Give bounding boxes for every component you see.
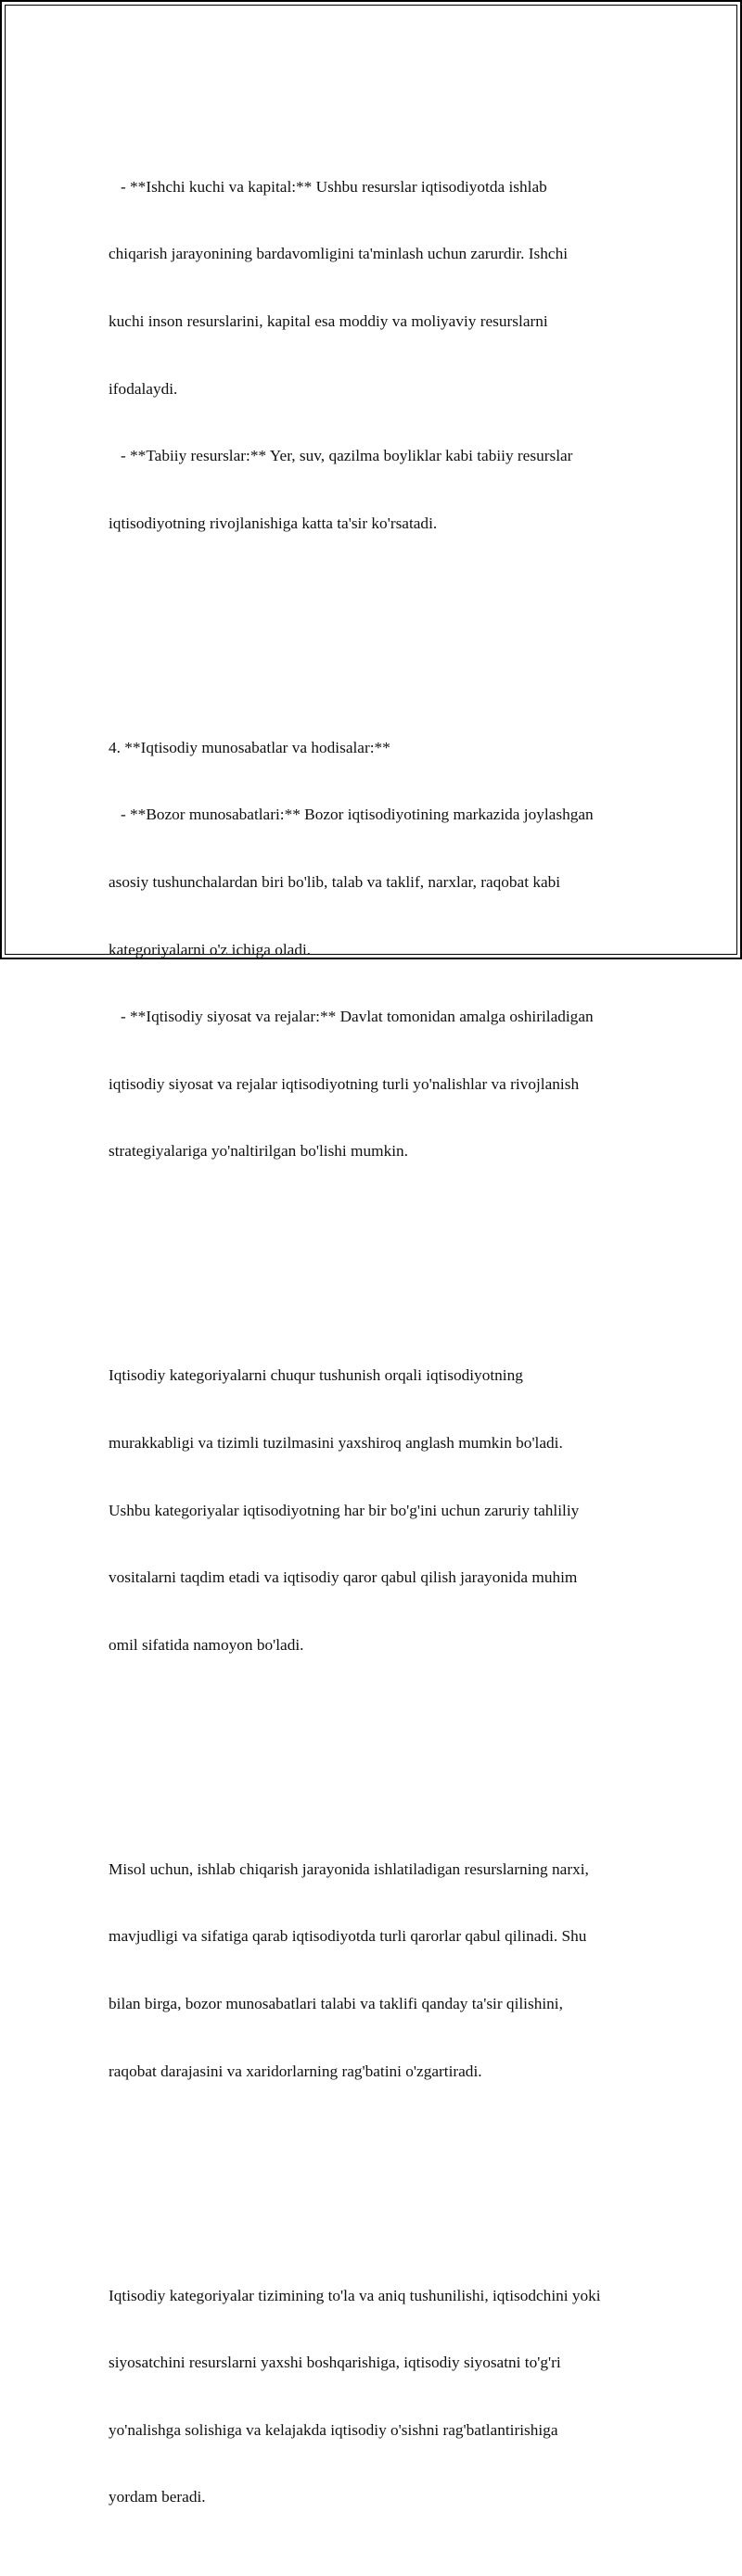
text-line: Misol uchun, ishlab chiqarish jarayonida ishlatiladigan resurslarning narxi, <box>109 1859 589 1878</box>
paragraph-gap <box>109 2173 646 2195</box>
text-line: chiqarish jarayonining bardavomligini ta'minlash uchun zarurdir. Ishchi <box>109 245 569 263</box>
document-body <box>109 86 646 2576</box>
text-line: - **Ishchi kuchi va kapital:** Ushbu resurslar iqtisodiyotda ishlab <box>109 177 547 196</box>
paragraph-gap <box>109 1252 646 1275</box>
text-line: yo'nalishga solishiga va kelajakda iqtisodiy o'sishni rag'batlantirishiga <box>109 2420 558 2439</box>
text-line: murakkabligi va tizimli tuzilmasini yaxshiroq anglash mumkin bo'ladi. <box>109 1433 563 1452</box>
text-line: 4. **Iqtisodiy munosabatlar va hodisalar:** <box>109 738 390 756</box>
paragraph <box>109 692 646 1208</box>
text-line: ifodalaydi. <box>109 379 178 398</box>
text-line: Ushbu kategoriyalar iqtisodiyotning har bir bo'g'ini uchun zaruriy tahliliy <box>109 1501 580 1519</box>
text-line: strategiyalariga yo'naltirilgan bo'lishi mumkin. <box>109 1142 408 1161</box>
text-line: kuchi inson resurslarini, kapital esa moddiy va moliyaviy resurslarni <box>109 312 548 330</box>
paragraph-gap <box>109 1746 646 1769</box>
text-line: kategoriyalarni o'z ichiga oladi. <box>109 940 312 958</box>
text-line: omil sifatida namoyon bo'ladi. <box>109 1635 304 1654</box>
text-line: mavjudligi va sifatiga qarab iqtisodiyotda turli qarorlar qabul qilinadi. Shu <box>109 1927 587 1946</box>
paragraph <box>109 1320 646 1701</box>
text-line: siyosatchini resurslarni yaxshi boshqarishiga, iqtisodiy siyosatni to'g'ri <box>109 2354 561 2372</box>
paragraph <box>109 131 646 579</box>
text-line: bilan birga, bozor munosabatlari talabi va taklifi qanday ta'sir qilishini, <box>109 1994 563 2012</box>
text-line: - **Iqtisodiy siyosat va rejalar:** Davlat tomonidan amalga oshiriladigan <box>109 1008 594 1026</box>
text-line: - **Bozor munosabatlari:** Bozor iqtisodiyotining markazida joylashgan <box>109 806 594 824</box>
text-line: yordam beradi. <box>109 2488 206 2506</box>
text-line: iqtisodiy siyosat va rejalar iqtisodiyotning turli yo'nalishlar va rivojlanish <box>109 1074 580 1093</box>
paragraph-gap <box>109 625 646 647</box>
text-line: asosiy tushunchalardan biri bo'lib, talab va taklif, narxlar, raqobat kabi <box>109 872 561 891</box>
text-line: iqtisodiyotning rivojlanishiga katta ta'sir ko'rsatadi. <box>109 514 438 532</box>
text-line: vositalarni taqdim etadi va iqtisodiy qaror qabul qilish jarayonida muhim <box>109 1568 578 1587</box>
paragraph <box>109 1813 646 2127</box>
text-line: - **Tabiiy resurslar:** Yer, suv, qazilma boyliklar kabi tabiiy resurslar <box>109 447 573 465</box>
paragraph <box>109 2240 646 2554</box>
text-line: Iqtisodiy kategoriyalar tizimining to'la va aniq tushunilishi, iqtisodchini yoki <box>109 2286 601 2304</box>
text-line: Iqtisodiy kategoriyalarni chuqur tushunish orqali iqtisodiyotning <box>109 1366 523 1385</box>
text-line: raqobat darajasini va xaridorlarning rag'batini o'zgartiradi. <box>109 2062 482 2080</box>
